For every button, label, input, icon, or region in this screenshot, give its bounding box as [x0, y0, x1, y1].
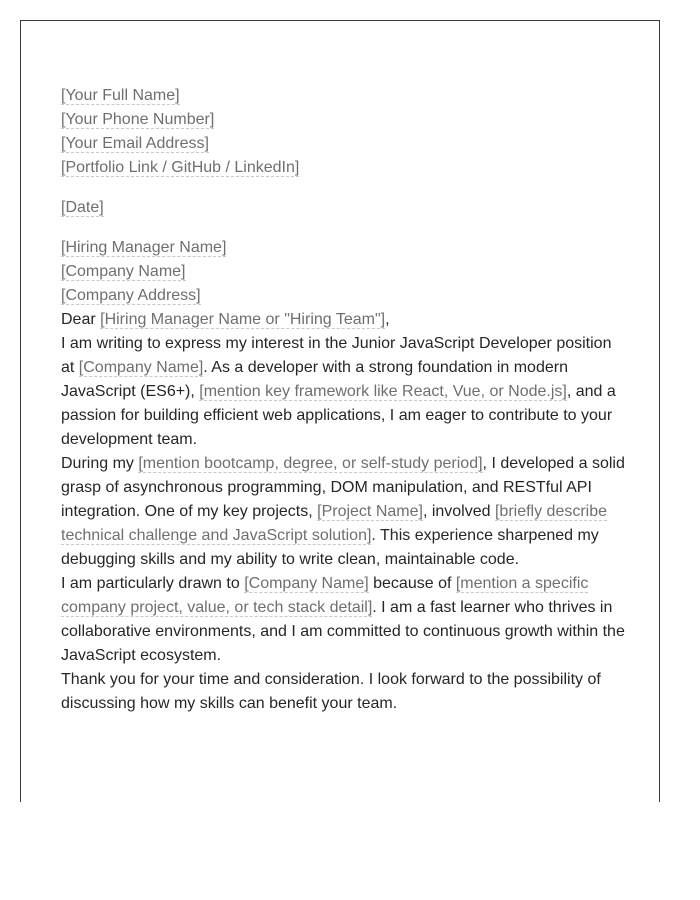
letter-content — [61, 84, 626, 716]
sender-email: [Your Email Address] — [61, 135, 209, 152]
sender-phone: [Your Phone Number] — [61, 111, 215, 128]
paragraph-1 — [61, 332, 626, 452]
letter-page — [20, 20, 660, 802]
p2-text-3: , involved — [422, 503, 495, 520]
letter-date: [Date] — [61, 199, 104, 216]
p2-text-4: . This experience sharpened my debugging skills and my ability to write clean, maintainable code. — [61, 527, 599, 568]
p1-text-3: , and a passion for building efficient web applications, I am eager to contribute to your development team. — [61, 383, 616, 448]
p1-text-1: I am writing to express my interest in the Junior JavaScript Developer position at — [61, 335, 612, 376]
recipient-company: [Company Name] — [61, 263, 186, 280]
salutation — [61, 308, 626, 332]
p3-placeholder-company: [Company Name] — [244, 575, 369, 592]
sender-name: [Your Full Name] — [61, 87, 180, 104]
recipient-manager: [Hiring Manager Name] — [61, 239, 227, 256]
recipient-address: [Company Address] — [61, 287, 201, 304]
date-block — [61, 196, 626, 220]
p1-text-2: . As a developer with a strong foundation in modern JavaScript (ES6+), — [61, 359, 568, 400]
p4-text-1: Thank you for your time and consideration. I look forward to the possibility of discussing how my skills can benefit your team. — [61, 671, 601, 712]
paragraph-4 — [61, 668, 626, 716]
salutation-suffix: , — [385, 311, 390, 328]
p3-text-3: . I am a fast learner who thrives in collaborative environments, and I am committed to continuous growth within the JavaScript ecosystem. — [61, 599, 625, 664]
paragraph-2 — [61, 452, 626, 572]
sender-portfolio: [Portfolio Link / GitHub / LinkedIn] — [61, 159, 300, 176]
salutation-name: [Hiring Manager Name or "Hiring Team"] — [100, 311, 386, 328]
p2-placeholder-challenge: [briefly describe technical challenge and JavaScript solution] — [61, 503, 608, 544]
recipient-block — [61, 236, 626, 308]
p3-placeholder-detail: [mention a specific company project, value, or tech stack detail] — [61, 575, 589, 616]
salutation-prefix: Dear — [61, 311, 101, 328]
p2-text-2: , I developed a solid grasp of asynchronous programming, DOM manipulation, and RESTful API integration. One of my key projects, — [61, 455, 625, 520]
p1-placeholder-company: [Company Name] — [78, 359, 204, 376]
paragraph-3 — [61, 572, 626, 668]
p2-text-1: During my — [61, 455, 139, 472]
p2-placeholder-education: [mention bootcamp, degree, or self-study period] — [138, 455, 483, 472]
p1-placeholder-framework: [mention key framework like React, Vue, or Node.js] — [199, 383, 567, 400]
p2-placeholder-project: [Project Name] — [317, 503, 423, 520]
p3-text-2: because of — [368, 575, 456, 592]
p3-text-1: I am particularly drawn to — [61, 575, 245, 592]
sender-block — [61, 84, 626, 180]
